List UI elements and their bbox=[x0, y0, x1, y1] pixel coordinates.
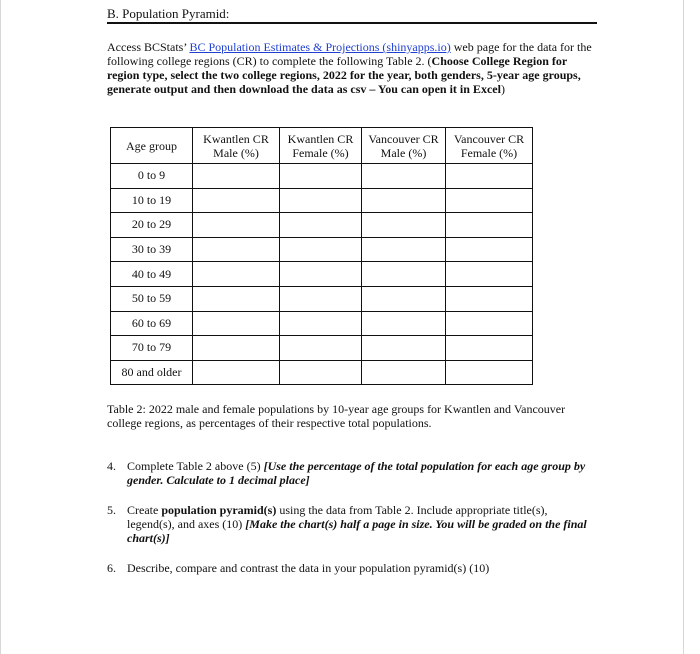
kwantlen-female-cell[interactable] bbox=[280, 286, 362, 311]
kwantlen-female-cell[interactable] bbox=[280, 360, 362, 385]
age-group-cell: 60 to 69 bbox=[111, 311, 193, 336]
kwantlen-female-cell[interactable] bbox=[280, 262, 362, 287]
age-group-cell: 30 to 39 bbox=[111, 237, 193, 262]
intro-text-1: Access BCStats’ bbox=[107, 40, 190, 54]
kwantlen-male-cell[interactable] bbox=[193, 311, 280, 336]
kwantlen-female-cell[interactable] bbox=[280, 311, 362, 336]
intro-instructions-bold: Choose College Region for region type, select the two college regions, 2022 for the year, both genders, 5-year age groups, generate output and then download the data as csv – You can open it in Excel bbox=[107, 54, 581, 96]
kwantlen-male-cell[interactable] bbox=[193, 360, 280, 385]
vancouver-male-cell[interactable] bbox=[362, 164, 446, 189]
vancouver-male-cell[interactable] bbox=[362, 336, 446, 361]
table-row bbox=[111, 360, 533, 385]
kwantlen-male-cell[interactable] bbox=[193, 262, 280, 287]
kwantlen-male-cell[interactable] bbox=[193, 188, 280, 213]
kwantlen-female-cell[interactable] bbox=[280, 188, 362, 213]
table-row bbox=[111, 286, 533, 311]
intro-text-3: ) bbox=[500, 82, 505, 96]
question-number: 5. bbox=[107, 503, 116, 517]
header-vancouver-female: Vancouver CR Female (%) bbox=[446, 128, 533, 164]
table-header-row bbox=[111, 128, 533, 164]
kwantlen-female-cell[interactable] bbox=[280, 336, 362, 361]
kwantlen-male-cell[interactable] bbox=[193, 237, 280, 262]
question-text: Describe, compare and contrast the data in your population pyramid(s) (10) bbox=[127, 561, 490, 575]
age-group-cell: 80 and older bbox=[111, 360, 193, 385]
kwantlen-male-cell[interactable] bbox=[193, 336, 280, 361]
age-group-cell: 0 to 9 bbox=[111, 164, 193, 189]
table-row bbox=[111, 213, 533, 238]
vancouver-male-cell[interactable] bbox=[362, 213, 446, 238]
question-item bbox=[107, 561, 595, 575]
header-vancouver-male: Vancouver CR Male (%) bbox=[362, 128, 446, 164]
vancouver-male-cell[interactable] bbox=[362, 311, 446, 336]
intro-paragraph bbox=[107, 40, 592, 96]
intro-text-2: web page for the data for the following college regions (CR) to complete the following Table 2. ( bbox=[107, 40, 592, 68]
table-caption: Table 2: 2022 male and female populations by 10-year age groups for Kwantlen and Vancouver college regions, as percentages of their respective total populations. bbox=[107, 402, 566, 430]
age-group-cell: 20 to 29 bbox=[111, 213, 193, 238]
kwantlen-female-cell[interactable] bbox=[280, 213, 362, 238]
question-text: Complete Table 2 above (5) bbox=[127, 459, 264, 473]
population-table bbox=[110, 127, 533, 385]
section-heading: B. Population Pyramid: bbox=[107, 6, 230, 21]
vancouver-female-cell[interactable] bbox=[446, 360, 533, 385]
question-number: 6. bbox=[107, 561, 116, 575]
kwantlen-female-cell[interactable] bbox=[280, 237, 362, 262]
age-group-cell: 40 to 49 bbox=[111, 262, 193, 287]
heading-rule bbox=[107, 22, 597, 24]
vancouver-female-cell[interactable] bbox=[446, 237, 533, 262]
table-row bbox=[111, 311, 533, 336]
vancouver-female-cell[interactable] bbox=[446, 311, 533, 336]
vancouver-male-cell[interactable] bbox=[362, 262, 446, 287]
vancouver-female-cell[interactable] bbox=[446, 336, 533, 361]
question-text: Create bbox=[127, 503, 162, 517]
vancouver-female-cell[interactable] bbox=[446, 262, 533, 287]
vancouver-male-cell[interactable] bbox=[362, 188, 446, 213]
kwantlen-female-cell[interactable] bbox=[280, 164, 362, 189]
header-kwantlen-male: Kwantlen CR Male (%) bbox=[193, 128, 280, 164]
vancouver-male-cell[interactable] bbox=[362, 360, 446, 385]
header-age-group: Age group bbox=[111, 128, 193, 164]
kwantlen-male-cell[interactable] bbox=[193, 164, 280, 189]
vancouver-male-cell[interactable] bbox=[362, 286, 446, 311]
vancouver-female-cell[interactable] bbox=[446, 286, 533, 311]
table-row bbox=[111, 262, 533, 287]
question-bold-text: population pyramid(s) bbox=[161, 503, 277, 517]
question-emphasis: [Make the chart(s) half a page in size. You will be graded on the final chart(s)] bbox=[127, 517, 587, 545]
age-group-cell: 10 to 19 bbox=[111, 188, 193, 213]
question-list bbox=[107, 459, 595, 575]
page-edge-left bbox=[0, 0, 1, 654]
table-row bbox=[111, 336, 533, 361]
bcstats-link[interactable]: BC Population Estimates & Projections (shinyapps.io) bbox=[189, 40, 451, 54]
question-emphasis: [Use the percentage of the total population for each age group by gender. Calculate to 1 decimal place] bbox=[127, 459, 586, 487]
vancouver-female-cell[interactable] bbox=[446, 188, 533, 213]
kwantlen-male-cell[interactable] bbox=[193, 213, 280, 238]
table-row bbox=[111, 164, 533, 189]
header-kwantlen-female: Kwantlen CR Female (%) bbox=[280, 128, 362, 164]
vancouver-female-cell[interactable] bbox=[446, 164, 533, 189]
question-number: 4. bbox=[107, 459, 116, 473]
vancouver-female-cell[interactable] bbox=[446, 213, 533, 238]
table-row bbox=[111, 188, 533, 213]
question-item bbox=[107, 459, 595, 487]
age-group-cell: 50 to 59 bbox=[111, 286, 193, 311]
question-text-after: using the data from Table 2. Include appropriate title(s), legend(s), and axes (10) bbox=[127, 503, 548, 531]
age-group-cell: 70 to 79 bbox=[111, 336, 193, 361]
vancouver-male-cell[interactable] bbox=[362, 237, 446, 262]
kwantlen-male-cell[interactable] bbox=[193, 286, 280, 311]
question-item bbox=[107, 503, 595, 545]
page-edge-right bbox=[683, 0, 684, 654]
table-row bbox=[111, 237, 533, 262]
